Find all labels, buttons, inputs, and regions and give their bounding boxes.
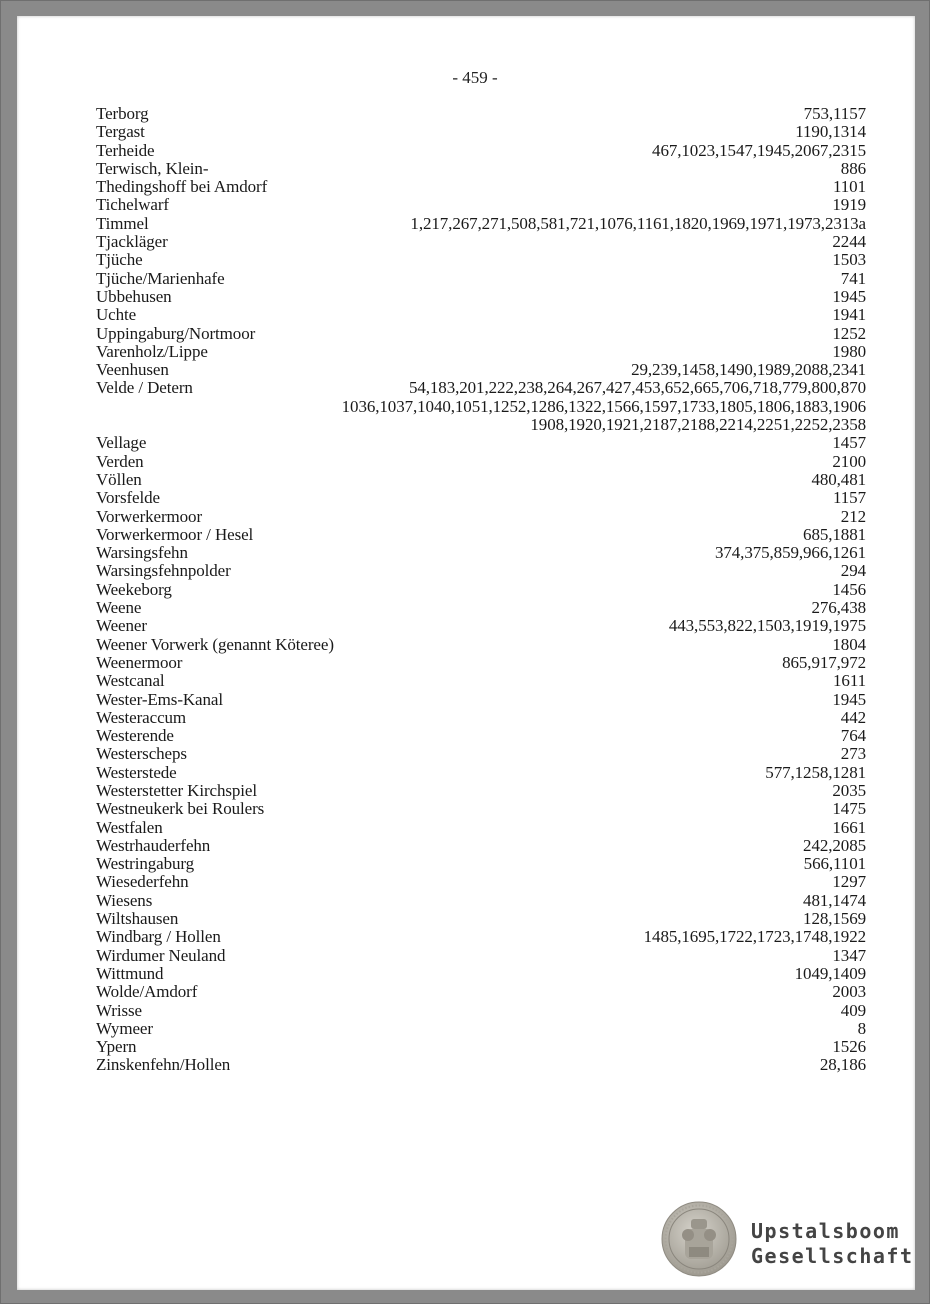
place-name: Vorsfelde	[96, 488, 160, 508]
reference-numbers: 685,1881	[803, 524, 866, 544]
place-name: Tergast	[96, 122, 145, 142]
place-name: Westerstede	[96, 762, 177, 782]
index-entry	[96, 928, 866, 946]
index-entry	[96, 562, 866, 580]
index-entry	[96, 1020, 866, 1038]
index-entry	[96, 361, 866, 379]
index-entry	[96, 544, 866, 562]
place-name: Timmel	[96, 213, 149, 233]
place-name: Westringaburg	[96, 854, 195, 874]
reference-numbers: 1049,1409	[794, 963, 866, 983]
reference-numbers: 1101	[833, 177, 866, 197]
reference-numbers: 1526	[832, 1037, 866, 1057]
index-entry	[96, 379, 866, 397]
place-name: Wiesederfehn	[96, 872, 189, 892]
place-name: Westcanal	[96, 671, 165, 691]
index-entry	[96, 288, 866, 306]
reference-numbers: 242,2085	[803, 835, 866, 855]
place-index-list	[96, 105, 866, 1075]
index-entry	[96, 178, 866, 196]
reference-numbers: 273	[840, 744, 866, 764]
reference-numbers: 1945	[832, 689, 866, 709]
publisher-logo	[661, 1201, 921, 1281]
index-entry	[96, 910, 866, 928]
reference-numbers: 1804	[832, 634, 866, 654]
place-name: Weenermoor	[96, 652, 183, 672]
index-entry	[96, 727, 866, 745]
index-entry	[96, 855, 866, 873]
place-name: Ypern	[96, 1037, 137, 1057]
place-name: Varenholz/Lippe	[96, 341, 208, 361]
index-entry	[96, 983, 866, 1001]
reference-numbers: 1941	[832, 305, 866, 325]
logo-text-line2: Gesellschaft	[751, 1244, 914, 1268]
reference-numbers: 1456	[832, 579, 866, 599]
index-entry	[96, 325, 866, 343]
reference-numbers: 29,239,1458,1490,1989,2088,2341	[631, 360, 866, 380]
place-name: Wolde/Amdorf	[96, 982, 198, 1002]
reference-numbers: 276,438	[811, 598, 866, 618]
index-entry	[96, 892, 866, 910]
place-name: Westerstetter Kirchspiel	[96, 780, 257, 800]
index-entry	[96, 581, 866, 599]
reference-numbers: 442	[840, 707, 866, 727]
index-entry	[96, 636, 866, 654]
place-name: Ubbehusen	[96, 286, 172, 306]
index-entry	[96, 599, 866, 617]
place-name: Warsingsfehnpolder	[96, 561, 231, 581]
place-name: Westeraccum	[96, 707, 187, 727]
reference-numbers: 886	[840, 158, 866, 178]
reference-numbers: 1297	[832, 872, 866, 892]
reference-numbers: 2100	[832, 451, 866, 471]
index-entry	[96, 947, 866, 965]
place-name: Veenhusen	[96, 360, 169, 380]
place-name: Vorwerkermoor	[96, 506, 203, 526]
reference-numbers: 1945	[832, 286, 866, 306]
place-name: Wiltshausen	[96, 909, 179, 929]
index-entry	[96, 398, 866, 416]
reference-numbers: 128,1569	[803, 909, 866, 929]
index-entry	[96, 819, 866, 837]
place-name: Tjüche/Marienhafe	[96, 268, 225, 288]
index-entry	[96, 654, 866, 672]
index-entry	[96, 123, 866, 141]
reference-numbers: 1036,1037,1040,1051,1252,1286,1322,1566,1597,1733,1805,1806,1883,1906	[341, 396, 866, 416]
reference-numbers: 54,183,201,222,238,264,267,427,453,652,665,706,718,779,800,870	[408, 378, 866, 398]
index-entry	[96, 434, 866, 452]
index-entry	[96, 764, 866, 782]
page-number: - 459 -	[452, 68, 498, 87]
index-entry	[96, 617, 866, 635]
place-name: Westfalen	[96, 817, 163, 837]
reference-numbers: 1611	[833, 671, 866, 691]
reference-numbers: 8	[857, 1018, 866, 1038]
reference-numbers: 374,375,859,966,1261	[714, 543, 866, 563]
reference-numbers: 577,1258,1281	[765, 762, 866, 782]
place-name: Völlen	[96, 469, 142, 489]
index-entry	[96, 233, 866, 251]
index-entry	[96, 160, 866, 178]
index-entry	[96, 965, 866, 983]
reference-numbers: 1485,1695,1722,1723,1748,1922	[643, 927, 866, 947]
place-name: Westrhauderfehn	[96, 835, 211, 855]
index-entry	[96, 508, 866, 526]
index-entry	[96, 837, 866, 855]
index-entry	[96, 1038, 866, 1056]
reference-numbers: 294	[840, 561, 866, 581]
reference-numbers: 566,1101	[803, 854, 866, 874]
reference-numbers: 2035	[832, 780, 866, 800]
reference-numbers: 1475	[832, 799, 866, 819]
reference-numbers: 409	[840, 1000, 866, 1020]
place-name: Thedingshoff bei Amdorf	[96, 177, 268, 197]
index-entry	[96, 196, 866, 214]
reference-numbers: 1503	[832, 250, 866, 270]
index-entry	[96, 489, 866, 507]
place-name: Terheide	[96, 140, 155, 160]
place-name: Wittmund	[96, 963, 164, 983]
document-page	[17, 16, 915, 1290]
reference-numbers: 1,217,267,271,508,581,721,1076,1161,1820,1969,1971,1973,2313a	[410, 213, 866, 233]
index-entry	[96, 691, 866, 709]
place-name: Wymeer	[96, 1018, 153, 1038]
reference-numbers: 212	[840, 506, 866, 526]
place-name: Wrisse	[96, 1000, 142, 1020]
place-name: Wester-Ems-Kanal	[96, 689, 223, 709]
reference-numbers: 1908,1920,1921,2187,2188,2214,2251,2252,2358	[530, 415, 866, 435]
index-entry	[96, 745, 866, 763]
reference-numbers: 1347	[832, 945, 866, 965]
index-entry	[96, 800, 866, 818]
index-entry	[96, 1056, 866, 1074]
index-entry	[96, 471, 866, 489]
reference-numbers: 753,1157	[803, 104, 866, 123]
place-name: Vellage	[96, 433, 147, 453]
place-name: Westerende	[96, 726, 174, 746]
index-entry	[96, 270, 866, 288]
reference-numbers: 480,481	[811, 469, 866, 489]
index-entry	[96, 1002, 866, 1020]
seal-icon	[661, 1201, 737, 1277]
index-entry	[96, 306, 866, 324]
place-name: Tjüche	[96, 250, 143, 270]
place-name: Terborg	[96, 104, 149, 123]
reference-numbers: 1457	[832, 433, 866, 453]
place-name: Westerscheps	[96, 744, 187, 764]
reference-numbers: 2003	[832, 982, 866, 1002]
reference-numbers: 28,186	[819, 1055, 866, 1075]
index-entry	[96, 672, 866, 690]
index-entry	[96, 142, 866, 160]
place-name: Uppingaburg/Nortmoor	[96, 323, 256, 343]
reference-numbers: 741	[840, 268, 866, 288]
reference-numbers: 1661	[832, 817, 866, 837]
place-name: Weene	[96, 598, 142, 618]
index-entry	[96, 215, 866, 233]
place-name: Weener Vorwerk (genannt Köteree)	[96, 634, 334, 654]
reference-numbers: 1252	[832, 323, 866, 343]
place-name: Weener	[96, 616, 147, 636]
index-entry	[96, 873, 866, 891]
reference-numbers: 865,917,972	[782, 652, 866, 672]
place-name: Uchte	[96, 305, 137, 325]
place-name: Warsingsfehn	[96, 543, 188, 563]
index-entry	[96, 782, 866, 800]
reference-numbers: 481,1474	[803, 890, 866, 910]
index-entry	[96, 416, 866, 434]
index-entry	[96, 526, 866, 544]
place-name: Terwisch, Klein-	[96, 158, 209, 178]
reference-numbers: 443,553,822,1503,1919,1975	[668, 616, 866, 636]
place-name: Tichelwarf	[96, 195, 169, 215]
place-name: Wirdumer Neuland	[96, 945, 226, 965]
place-name: Windbarg / Hollen	[96, 927, 221, 947]
reference-numbers: 1919	[832, 195, 866, 215]
index-entry	[96, 343, 866, 361]
reference-numbers: 764	[840, 726, 866, 746]
place-name: Wiesens	[96, 890, 153, 910]
reference-numbers: 1190,1314	[795, 122, 866, 142]
place-name: Velde / Detern	[96, 378, 193, 398]
index-entry	[96, 453, 866, 471]
index-entry	[96, 105, 866, 123]
index-entry	[96, 709, 866, 727]
place-name: Zinskenfehn/Hollen	[96, 1055, 231, 1075]
index-entry	[96, 251, 866, 269]
place-name: Weekeborg	[96, 579, 172, 599]
place-name: Westneukerk bei Roulers	[96, 799, 265, 819]
reference-numbers: 1980	[832, 341, 866, 361]
place-name: Verden	[96, 451, 144, 471]
reference-numbers: 467,1023,1547,1945,2067,2315	[652, 140, 866, 160]
logo-text-line1: Upstalsboom	[751, 1219, 900, 1243]
place-name: Tjackläger	[96, 232, 168, 252]
place-name: Vorwerkermoor / Hesel	[96, 524, 254, 544]
reference-numbers: 2244	[832, 232, 866, 252]
reference-numbers: 1157	[833, 488, 866, 508]
